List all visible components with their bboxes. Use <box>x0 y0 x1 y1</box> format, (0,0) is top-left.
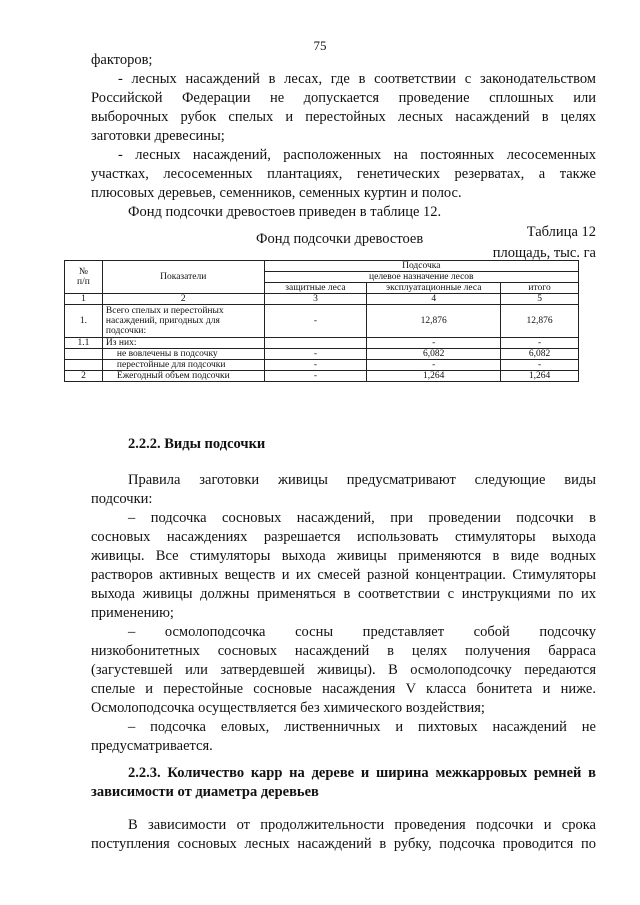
section-heading: зависимости от диаметра деревьев <box>91 784 319 800</box>
row-total: 12,876 <box>501 305 579 338</box>
table-row <box>65 349 579 360</box>
row-num: 1.1 <box>65 338 103 349</box>
row-label: не вовлечены в подсочку <box>102 349 264 360</box>
text-line: растворов активных веществ и их смесей разной концентрации. Стимуляторы <box>91 567 596 583</box>
table-row <box>65 338 579 349</box>
text-line: - лесных насаждений в лесах, где в соответствии с законодательством <box>118 71 596 87</box>
header-indicators: Показатели <box>102 261 264 294</box>
text-line: - лесных насаждений, расположенных на постоянных лесосеменных <box>118 147 596 163</box>
col-number: 3 <box>264 294 367 305</box>
row-protective <box>264 338 367 349</box>
data-table <box>64 260 579 382</box>
text-line: выборочных рубок спелых и перестойных лесных насаждений в целях <box>91 109 596 125</box>
text-line: низкобонитетных сосновых насаждений в целях получения барраса <box>91 643 596 659</box>
text-line: сосновых насаждениях разрешается использовать стимуляторы выхода <box>91 529 596 545</box>
text-line: применению; <box>91 605 174 621</box>
row-label: Ежегодный объем подсочки <box>102 371 264 382</box>
text-line: Российской Федерации не допускается проведение сплошных или <box>91 90 596 106</box>
text-line: – подсочка еловых, лиственничных и пихтовых насаждений не <box>128 719 596 735</box>
col-number: 4 <box>367 294 501 305</box>
text-line: Осмолоподсочка осуществляется без химического воздействия; <box>91 700 485 716</box>
row-label: Из них: <box>102 338 264 349</box>
row-protective: - <box>264 371 367 382</box>
header-exploitation: эксплуатационные леса <box>367 283 501 294</box>
text-line: спелые и перестойные сосновые насаждения V класса бонитета и ниже. <box>91 681 596 697</box>
col-number: 5 <box>501 294 579 305</box>
row-num <box>65 360 103 371</box>
text-line: – осмолоподсочка сосны представляет собой подсочку <box>128 624 596 640</box>
row-num <box>65 349 103 360</box>
header-protective: защитные леса <box>264 283 367 294</box>
text-line: – подсочка сосновых насаждений, при проведении подсочки в <box>128 510 596 526</box>
row-total: - <box>501 338 579 349</box>
header-total: итого <box>501 283 579 294</box>
section-heading: 2.2.2. Виды подсочки <box>128 436 266 452</box>
row-total: 1,264 <box>501 371 579 382</box>
table-unit: площадь, тыс. га <box>492 245 596 261</box>
table-row <box>65 371 579 382</box>
header-num: № п/п <box>65 261 103 294</box>
row-total: 6,082 <box>501 349 579 360</box>
table-label: Таблица 12 <box>526 224 596 240</box>
header-group: Подсочка <box>264 261 578 272</box>
text-line: (загустевшей или затвердевшей живицы). В осмолоподсочку передаются <box>91 662 596 678</box>
row-protective: - <box>264 305 367 338</box>
text-line: Правила заготовки живицы предусматривают следующие виды <box>128 472 596 488</box>
row-num: 1. <box>65 305 103 338</box>
table-row <box>65 305 579 338</box>
text-line: предусматривается. <box>91 738 213 754</box>
text-line: плюсовых деревьев, семенников, семенных куртин и полос. <box>91 185 462 201</box>
text-line: подсочки: <box>91 491 153 507</box>
text-line: участках, лесосеменных плантациях, генетических резерватах, а также <box>91 166 596 182</box>
row-total: - <box>501 360 579 371</box>
text-line: поступления сосновых лесных насаждений в рубку, подсочка проводится по <box>91 836 596 852</box>
text-line: выхода живицы должны применяться в соответствии с инструкциями по их <box>91 586 596 602</box>
row-exploitation: 12,876 <box>367 305 501 338</box>
page-number: 75 <box>313 38 327 53</box>
text-line: факторов; <box>91 52 153 68</box>
row-protective: - <box>264 349 367 360</box>
table-row <box>65 360 579 371</box>
table-title: Фонд подсочки древостоев <box>256 231 424 247</box>
row-label: Всего спелых и перестойных насаждений, пригодных для подсочки: <box>102 305 264 338</box>
row-exploitation: 1,264 <box>367 371 501 382</box>
row-exploitation: - <box>367 360 501 371</box>
col-number: 2 <box>102 294 264 305</box>
row-exploitation: - <box>367 338 501 349</box>
row-protective: - <box>264 360 367 371</box>
text-line: живицы. Все стимуляторы выхода живицы применяются в виде водных <box>91 548 596 564</box>
row-num: 2 <box>65 371 103 382</box>
section-heading: 2.2.3. Количество карр на дереве и ширина межкарровых ремней в <box>128 765 596 781</box>
text-line: В зависимости от продолжительности проведения подсочки и срока <box>128 817 596 833</box>
text-line: заготовки древесины; <box>91 128 225 144</box>
header-subgroup: целевое назначение лесов <box>264 272 578 283</box>
row-exploitation: 6,082 <box>367 349 501 360</box>
row-label: перестойные для подсочки <box>102 360 264 371</box>
col-number: 1 <box>65 294 103 305</box>
text-line: Фонд подсочки древостоев приведен в таблице 12. <box>128 204 442 220</box>
